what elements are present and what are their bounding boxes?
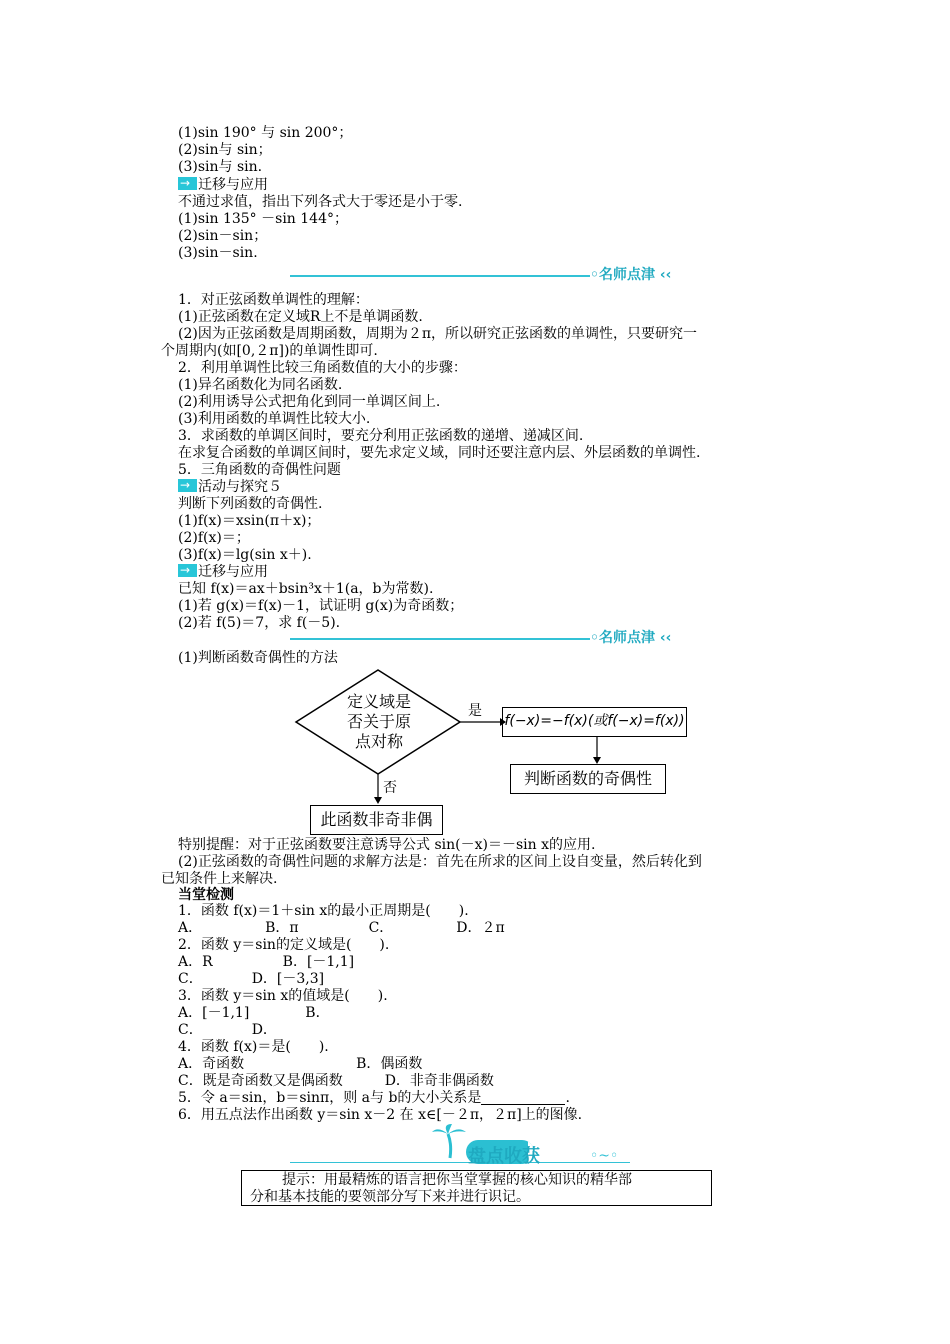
section-heading bbox=[178, 177, 268, 194]
text-line: (2)sin与 sin； bbox=[178, 142, 272, 158]
section-title: 迁移与应用 bbox=[198, 564, 268, 580]
text-line: (1)若 g(x)＝f(x)－1，试证明 g(x)为奇函数； bbox=[178, 598, 464, 614]
swirl-icon: ◦~◦ bbox=[590, 1148, 619, 1164]
quiz-line: C．既是奇函数又是偶函数 D．非奇非偶函数 bbox=[178, 1073, 494, 1089]
quiz-line: A．R B．[－1,1] bbox=[178, 954, 355, 970]
text-line: (3)sin与 sin. bbox=[178, 159, 263, 175]
diamond-text: 否关于原 bbox=[346, 712, 411, 731]
section-heading bbox=[178, 479, 282, 496]
arrow-icon bbox=[178, 479, 197, 492]
text-line: (1)sin 190° 与 sin 200°； bbox=[178, 125, 353, 141]
banner-label: 名师点津 bbox=[598, 267, 655, 283]
quiz-line: A．奇函数 B．偶函数 bbox=[178, 1056, 423, 1072]
text-line: (2)因为正弦函数是周期函数，周期为２π，所以研究正弦函数的单调性，只要研究一 bbox=[178, 326, 698, 342]
hint-line: 分和基本技能的要领部分写下来并进行识记。 bbox=[250, 1189, 530, 1205]
text-line: 5．三角函数的奇偶性问题 bbox=[178, 462, 341, 478]
text-line: 已知条件上来解决. bbox=[161, 871, 278, 887]
text-line: 3．求函数的单调区间时，要充分利用正弦函数的递增、递减区间. bbox=[178, 428, 584, 444]
quiz-line: A．[－1,1] B． bbox=[178, 1005, 330, 1021]
harvest-label: 盘点收获 bbox=[468, 1146, 540, 1167]
arrowhead bbox=[374, 797, 382, 804]
flow-no-label: 否 bbox=[383, 780, 397, 796]
text-line: (2)正弦函数的奇偶性问题的求解方法是：首先在所求的区间上设自变量，然后转化到 bbox=[178, 854, 702, 870]
section-title: 迁移与应用 bbox=[198, 177, 268, 193]
text-line: 不通过求值，指出下列各式大于零还是小于零. bbox=[178, 194, 463, 210]
section-heading bbox=[178, 564, 268, 581]
text-line: 在求复合函数的单调区间时，要先求定义域，同时还要注意内层、外层函数的单调性. bbox=[178, 445, 701, 461]
text-line: (3)利用函数的单调性比较大小. bbox=[178, 411, 371, 427]
arrowhead bbox=[593, 757, 601, 764]
quiz-line: 4．函数 f(x)＝是( ). bbox=[178, 1039, 329, 1055]
quiz-line: 5．令 a＝sin，b＝sinπ，则 a与 b的大小关系是 . bbox=[178, 1090, 570, 1106]
tips-banner bbox=[290, 627, 700, 651]
flow-diamond-label bbox=[340, 692, 418, 752]
flow-yes-label: 是 bbox=[468, 703, 482, 719]
text-line: (3)f(x)＝lg(sin x＋). bbox=[178, 547, 312, 563]
text-line: (2)f(x)＝； bbox=[178, 530, 250, 546]
text-line: 个周期内(如[0,２π])的单调性即可. bbox=[161, 343, 378, 359]
banner-tag: ◦名师点津 ‹‹ bbox=[590, 630, 672, 646]
arrow-icon bbox=[178, 177, 197, 190]
text-line: (1)f(x)＝xsin(π＋x)； bbox=[178, 513, 321, 529]
banner-line bbox=[290, 638, 590, 640]
text-line: 已知 f(x)＝ax＋bsin³x＋1(a，b为常数). bbox=[178, 581, 434, 597]
banner-line bbox=[290, 275, 590, 277]
arrow-icon bbox=[178, 564, 197, 577]
quiz-text: 5．令 a＝sin，b＝sinπ，则 a与 b的大小关系是 bbox=[178, 1090, 482, 1106]
text-line: 1．对正弦函数单调性的理解： bbox=[178, 292, 369, 308]
banner-label: 名师点津 bbox=[598, 630, 655, 646]
diamond-text: 点对称 bbox=[354, 732, 403, 751]
banner-tag: ◦名师点津 ‹‹ bbox=[590, 267, 672, 283]
text-line: 判断下列函数的奇偶性. bbox=[178, 496, 323, 512]
hint-line: 提示：用最精炼的语言把你当堂掌握的核心知识的精华部 bbox=[282, 1172, 632, 1188]
quiz-line: C． D．[－3,3] bbox=[178, 971, 325, 987]
quiz-line: 6．用五点法作出函数 y＝sin x－2 在 x∈[－２π，２π]上的图像. bbox=[178, 1107, 583, 1123]
section-title: 活动与探究５ bbox=[198, 479, 282, 495]
answer-blank[interactable] bbox=[481, 1090, 565, 1105]
quiz-line: A． B．π C． D．２π bbox=[178, 920, 505, 936]
text-line: 特别提醒：对于正弦函数要注意诱导公式 sin(－x)＝－sin x的应用. bbox=[178, 837, 596, 853]
text-line: (2)利用诱导公式把角化到同一单调区间上. bbox=[178, 394, 441, 410]
quiz-line: 2．函数 y＝sin的定义域是( ). bbox=[178, 937, 390, 953]
harvest-line bbox=[290, 1162, 630, 1163]
text-line: (3)sin－sin. bbox=[178, 245, 258, 261]
text-line: (1)判断函数奇偶性的方法 bbox=[178, 650, 338, 666]
text-line: (2)若 f(5)＝7，求 f(－5). bbox=[178, 615, 341, 631]
text-line: (2)sin－sin； bbox=[178, 228, 268, 244]
quiz-line: 3．函数 y＝sin x的值域是( ). bbox=[178, 988, 388, 1004]
text-line: 2．利用单调性比较三角函数值的大小的步骤： bbox=[178, 360, 467, 376]
text-line: (1)正弦函数在定义域R上不是单调函数. bbox=[178, 309, 423, 325]
flow-result-box: 此函数非奇非偶 bbox=[310, 805, 443, 835]
quiz-line: 1．函数 f(x)＝1＋sin x的最小正周期是( ). bbox=[178, 903, 469, 919]
flow-result-box: 判断函数的奇偶性 bbox=[510, 764, 666, 794]
quiz-heading: 当堂检测 bbox=[178, 887, 234, 903]
diamond-text: 定义域是 bbox=[346, 692, 411, 711]
tips-banner bbox=[290, 264, 700, 288]
text-line: (1)sin 135° －sin 144°； bbox=[178, 211, 348, 227]
palm-tree-icon bbox=[430, 1122, 470, 1160]
text-line: (1)异名函数化为同名函数. bbox=[178, 377, 343, 393]
flow-condition-box: f(−x)=−f(x)(或f(−x)=f(x)) bbox=[502, 707, 687, 737]
hint-box bbox=[241, 1170, 712, 1206]
quiz-line: C． D． bbox=[178, 1022, 277, 1038]
